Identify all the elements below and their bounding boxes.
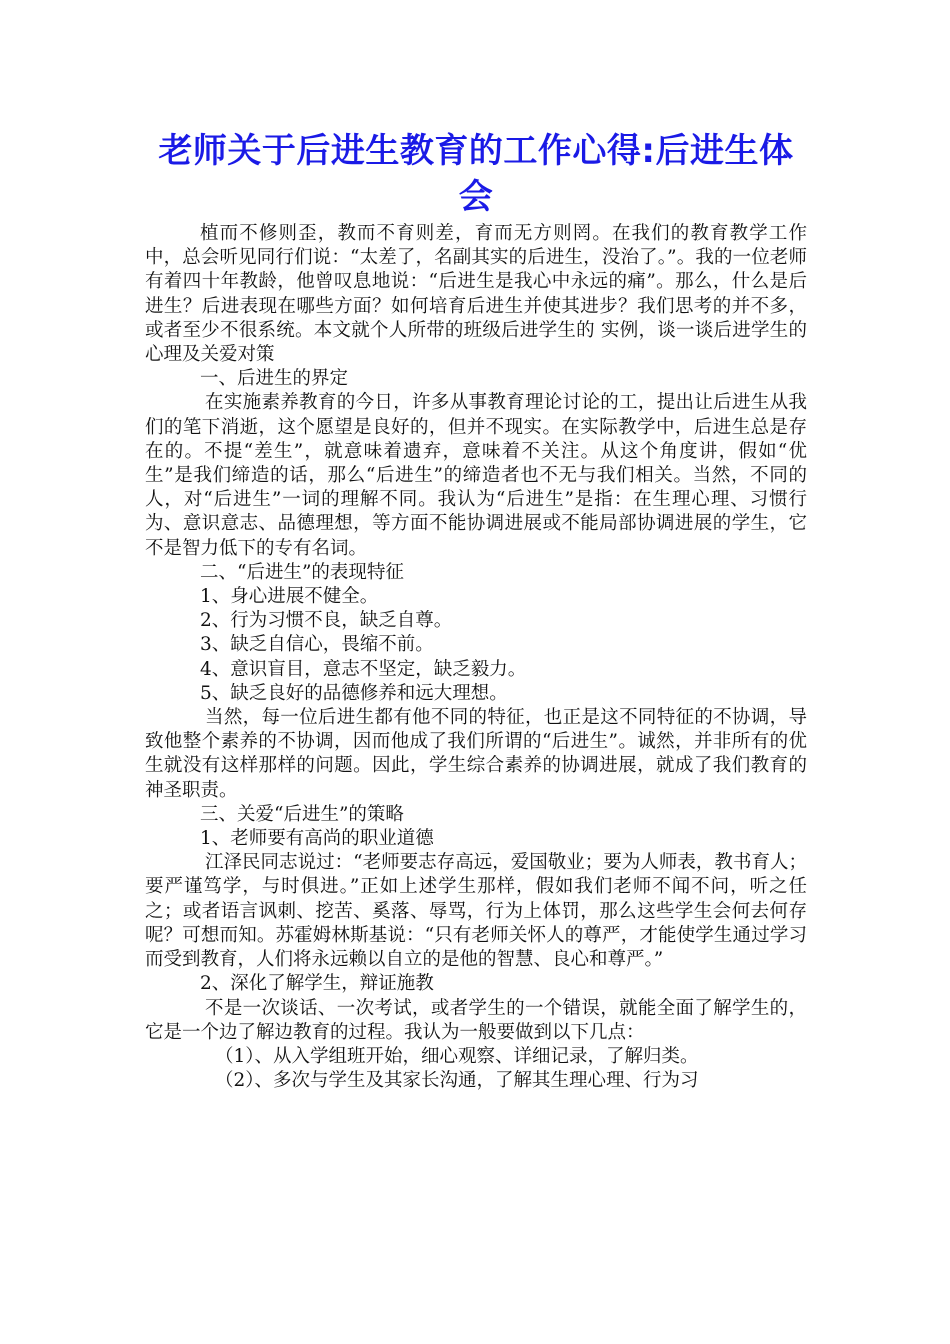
document-page xyxy=(145,128,807,1093)
intro-paragraph: 植而不修则歪，教而不育则差，育而无方则罔。在我们的教育教学工作中，总会听见同行们说：“太差了，名副其实的后进生，没治了。”。我的一位老师有着四十年教龄，他曾叹息地说：“后进生是我心中永远的痛”。那么，什么是后进生？后进表现在哪些方面？如何培育后进生并使其进步？我们思考的并不多，或者至少不很系统。本文就个人所带的班级后进学生的 实例，谈一谈后进学生的心理及关爱对策 xyxy=(145,223,807,366)
body-paragraph: 江泽民同志说过：“老师要志存高远，爱国敬业；要为人师表，教书育人；要严谨笃学，与时俱进。”正如上述学生那样，假如我们老师不闻不问，听之任之；或者语言讽刺、挖苦、奚落、辱骂，行为上体罚，那么这些学生会何去何存呢？可想而知。苏霍姆林斯基说：“只有老师关怀人的尊严，才能使学生通过学习而受到教育，人们将永远赖以自立的是他的智慧、良心和尊严。” xyxy=(145,852,807,971)
section-heading-3: 三、关爱“后进生”的策略 xyxy=(200,803,404,825)
list-item: 5、缺乏良好的品德修养和远大理想。 xyxy=(200,682,508,704)
list-item: 3、缺乏自信心，畏缩不前。 xyxy=(200,634,434,656)
document-body xyxy=(145,222,807,1093)
section-heading-1: 一、后进生的界定 xyxy=(200,368,349,390)
list-item: 4、意识盲目，意志不坚定，缺乏毅力。 xyxy=(200,658,527,680)
body-paragraph: 不是一次谈话、一次考试，或者学生的一个错误，就能全面了解学生的，它是一个边了解边教育的过程。我认为一般要做到以下几点： xyxy=(145,997,807,1043)
list-item: （1）、从入学组班开始，细心观察、详细记录，了解归类。 xyxy=(215,1045,699,1067)
document-title: 老师关于后进生教育的工作心得:后进生体会 xyxy=(158,131,794,217)
list-item: 2、行为习惯不良，缺乏自尊。 xyxy=(200,610,453,632)
list-item: （2）、多次与学生及其家长沟通，了解其生理心理、行为习 xyxy=(215,1070,699,1092)
body-paragraph: 在实施素养教育的今日，许多从事教育理论讨论的工，提出让后进生从我们的笔下消逝，这个愿望是良好的，但并不现实。在实际教学中，后进生总是存在的。不提“差生”，就意味着遗弃，意味着不关注。从这个角度讲，假如“优生”是我们缔造的话，那么“后进生”的缔造者也不无与我们相关。当然，不同的人，对“后进生”一词的理解不同。我认为“后进生”是指：在生理心理、习惯行为、意识意志、品德理想，等方面不能协调进展或不能局部协调进展的学生，它不是智力低下的专有名词。 xyxy=(145,392,807,559)
body-paragraph: 当然，每一位后进生都有他不同的特征，也正是这不同特征的不协调，导致他整个素养的不协调，因而他成了我们所谓的“后进生”。诚然，并非所有的优生就没有这样那样的问题。因此，学生综合素养的协调进展，就成了我们教育的神圣职责。 xyxy=(145,707,807,801)
subsection-heading: 2、深化了解学生，辩证施教 xyxy=(200,973,434,995)
subsection-heading: 1、老师要有高尚的职业道德 xyxy=(200,828,434,850)
section-heading-2: 二、“后进生”的表现特征 xyxy=(200,561,404,583)
list-item: 1、身心进展不健全。 xyxy=(200,586,379,608)
